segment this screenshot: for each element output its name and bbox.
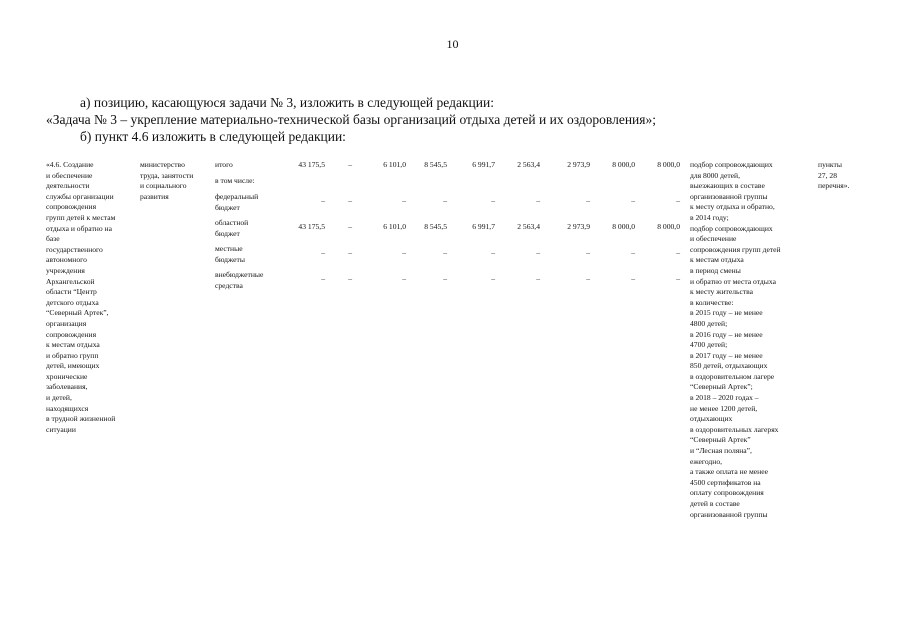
funding-value-cell: –: [443, 196, 447, 205]
funding-value-cell: –: [586, 196, 590, 205]
funding-value-cell: 2 973,9: [567, 160, 590, 169]
funding-value-cell: 8 000,0: [612, 222, 635, 231]
funding-value-cell: –: [402, 248, 406, 257]
funding-value-cell: 8 000,0: [657, 160, 680, 169]
funding-value-cell: –: [348, 274, 352, 283]
funding-value-cell: 8 545,5: [424, 160, 447, 169]
funding-value-cell: –: [348, 196, 352, 205]
funding-value-cell: –: [348, 248, 352, 257]
funding-value-cell: 6 101,0: [383, 160, 406, 169]
funding-value-cell: 6 101,0: [383, 222, 406, 231]
funding-value-cell: –: [402, 274, 406, 283]
funding-source-label: областной бюджет: [215, 218, 249, 238]
funding-value-cell: –: [536, 274, 540, 283]
funding-value-cell: 6 991,7: [472, 160, 495, 169]
funding-value-cell: –: [491, 248, 495, 257]
funding-value-cell: 8 000,0: [612, 160, 635, 169]
funding-source-label: федеральный бюджет: [215, 192, 259, 212]
funding-value-cell: –: [321, 248, 325, 257]
funding-value-cell: –: [676, 248, 680, 257]
funding-value-cell: –: [586, 248, 590, 257]
executor-cell: министерство труда, занятости и социального развития: [140, 160, 194, 201]
funding-value-cell: –: [491, 274, 495, 283]
funding-value-cell: 8 000,0: [657, 222, 680, 231]
funding-value-cell: –: [321, 196, 325, 205]
funding-value-cell: –: [443, 248, 447, 257]
intro-line-task: «Задача № 3 – укрепление материально-технической базы организаций отдыха детей и их оздоровления»;: [46, 112, 656, 127]
funding-value-cell: –: [631, 196, 635, 205]
intro-line-b: б) пункт 4.6 изложить в следующей редакции:: [80, 129, 346, 144]
funding-value-cell: –: [586, 274, 590, 283]
funding-value-cell: –: [321, 274, 325, 283]
intro-line-a: а) позицию, касающуюся задачи № 3, изложить в следующей редакции:: [80, 95, 494, 110]
funding-value-cell: –: [536, 248, 540, 257]
funding-value-cell: –: [443, 274, 447, 283]
funding-value-cell: –: [491, 196, 495, 205]
funding-value-cell: 43 175,5: [298, 160, 325, 169]
funding-value-cell: 2 563,4: [517, 160, 540, 169]
funding-value-cell: 2 563,4: [517, 222, 540, 231]
funding-value-cell: 8 545,5: [424, 222, 447, 231]
funding-value-cell: 6 991,7: [472, 222, 495, 231]
funding-value-cell: 43 175,5: [298, 222, 325, 231]
funding-value-cell: –: [402, 196, 406, 205]
link-to-list-cell: пункты 27, 28 перечня».: [818, 160, 850, 191]
funding-value-cell: –: [348, 160, 352, 169]
funding-source-label: внебюджетные средства: [215, 270, 264, 290]
funding-value-cell: –: [676, 196, 680, 205]
funding-source-label: в том числе:: [215, 176, 255, 185]
funding-source-label: итого: [215, 160, 233, 169]
funding-value-cell: –: [676, 274, 680, 283]
funding-value-cell: –: [631, 248, 635, 257]
funding-source-label: местные бюджеты: [215, 244, 245, 264]
funding-value-cell: –: [348, 222, 352, 231]
result-indicator-cell: подбор сопровождающих для 8000 детей, выезжающих в составе организованной группы к месту отдыха и обратно, в 2014 году; подбор сопровождающих и обеспечение сопровождения групп детей к местам отдыха в период смены и обратно от места отдыха к месту жительства в количестве: в 2015 году – не менее 4800 детей; в 2016 году – не менее 4700 детей; в 2017 году – не менее 850 детей, отдыхающих в оздоровительном лагере “Северный Артек”; в 2018 – 2020 годах – не менее 1200 детей, отдыхающих в оздоровительных лагерях “Северный Артек” и “Лесная поляна”, ежегодно, а также оплата не менее 4500 сертификатов на оплату сопровождения детей в составе организованной группы: [690, 160, 781, 519]
funding-value-cell: –: [631, 274, 635, 283]
funding-value-cell: 2 973,9: [567, 222, 590, 231]
page-number: 10: [446, 37, 459, 51]
funding-value-cell: –: [536, 196, 540, 205]
item-description: «4.6. Создание и обеспечение деятельности службы организации сопровождения групп детей к местам отдыха и обратно на базе государственного автономного учреждения Архангельской области “Центр детского отдыха “Северный Артек”, организация сопровождения к местам отдыха и обратно групп детей, имеющих хронические заболевания, и детей, находящихся в трудной жизненной ситуации: [46, 160, 116, 434]
